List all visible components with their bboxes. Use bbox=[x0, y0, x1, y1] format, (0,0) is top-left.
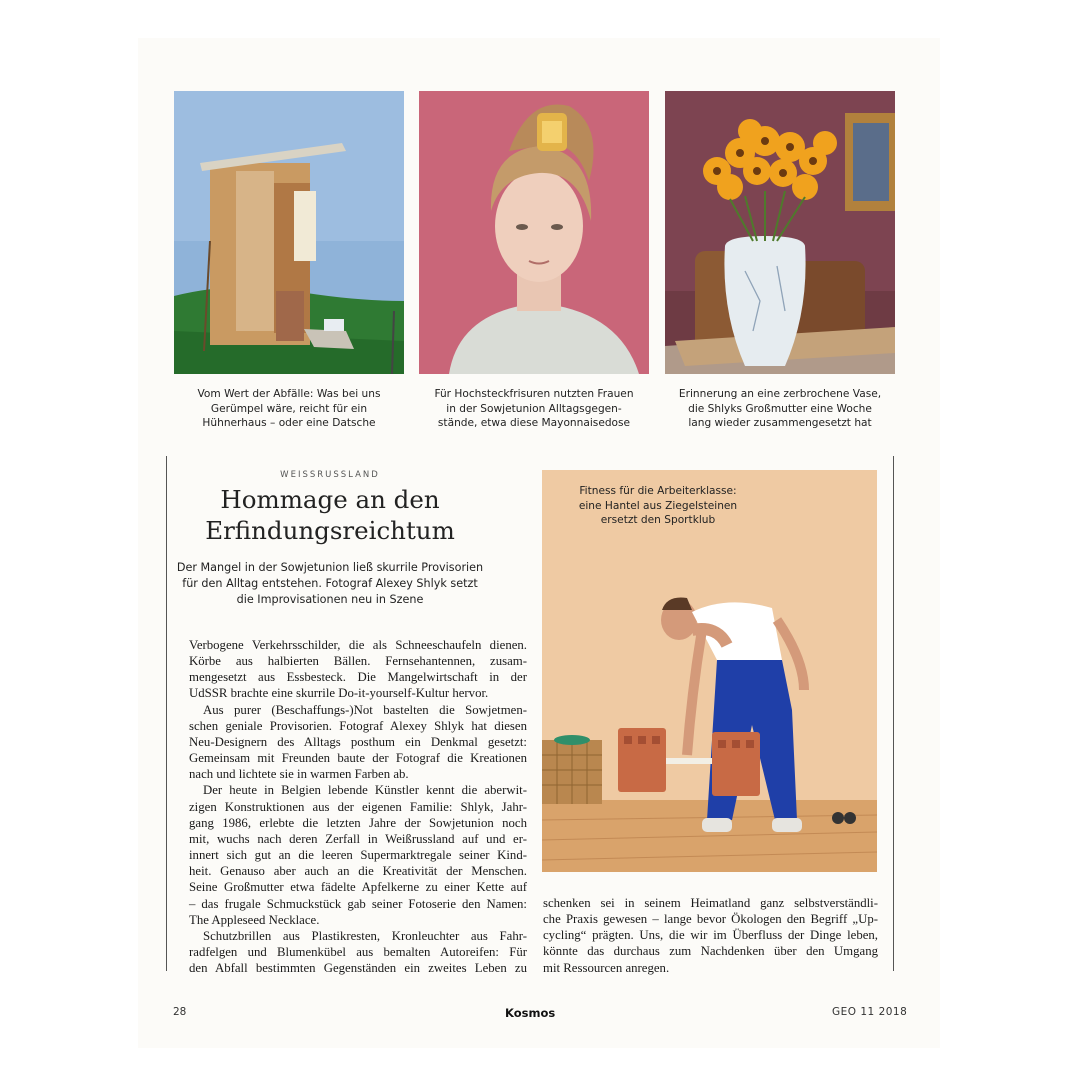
photo-repaired-vase bbox=[665, 91, 895, 374]
caption-hairdo: Für Hochsteckfrisuren nutzten Frauen in der Sowjetunion Alltagsgegen- stände, etwa diese Mayonnaisedose bbox=[434, 388, 634, 429]
article-column-2: schenken sei in seinem Heimatland ganz selbstverständli- che Praxis gewesen – lange bevor Ökologen den Begriff „Up- cycling“ prägten. Uns, die wir im Überfluss der Dinge leben, könnte das durchaus zum Nachdenken über den Umgang mit Ressourcen anregen. bbox=[543, 896, 878, 975]
right-column-rule bbox=[893, 456, 894, 971]
page-number: 28 bbox=[173, 1006, 187, 1018]
caption-dumbbell: Fitness für die Arbeiterklasse: eine Hantel aus Ziegelsteinen ersetzt den Sportklub bbox=[578, 485, 738, 526]
section-name: Kosmos bbox=[505, 1006, 556, 1020]
issue-info: GEO 11 2018 bbox=[832, 1006, 908, 1018]
article-headline: Hommage an den Erfindungsreichtum bbox=[205, 485, 455, 545]
photo-brick-dumbbell bbox=[542, 470, 877, 872]
left-column-rule bbox=[166, 456, 167, 971]
article-column-1: Verbogene Verkehrsschilder, die als Schneeschaufeln dienen. Körbe aus halbierten Bällen. Fernsehantennen, zusam- mengesetzt aus Essbesteck. Die Mangelwirtschaft in der UdSSR brachte eine skurrile Do-it-yourself-Kultur hervor. Aus purer (Beschaffungs-)Not bastelten die Sowjetmen- schen geniale Provisorien. Fotograf Alexey Shlyk hat diesen Neu-Designern des Alltags posthum ein Denkmal gesetzt: Gemeinsam mit Freunden baute der Fotograf die Kreationen nach und lichtete sie in warmen Farben ab. Der heute in Belgien lebende Künstler kennt die aberwit- zigen Konstruktionen aus der eigenen Familie: Shlyk, Jahr- gang 1986, erlebte die letzten Jahre der Sowjetunion noch mit, wuchs nach deren Zerfall in Weißrussland auf und er- innert sich gut an die leeren Supermarktregale seiner Kind- heit. Genauso aber auch an die Kreativität der Menschen. Seine Großmutter etwa fädelte Apfelkerne zu einer Kette auf – das frugale Schmuckstück gab seiner Fotoserie den Namen: The Appleseed Necklace. Schutzbrillen aus Plastikresten, Kronleuchter aus Fahr- radfelgen und Blumenkübel aus bemalten Autoreifen: Für den Abfall bestimmten Gegenständen ein zweites Leben zu bbox=[189, 638, 527, 976]
photo-hairdo-woman bbox=[419, 91, 649, 374]
kicker: WEISSRUSSLAND bbox=[280, 470, 380, 480]
caption-hen-house: Vom Wert der Abfälle: Was bei uns Gerümpel wäre, reicht für ein Hühnerhaus – oder eine Datsche bbox=[197, 388, 381, 429]
article-lead: Der Mangel in der Sowjetunion ließ skurrile Provisorien für den Alltag entstehen. Fotograf Alexey Shlyk setzt die Improvisationen neu in Szene bbox=[176, 561, 484, 606]
photo-hen-house bbox=[174, 91, 404, 374]
caption-vase: Erinnerung an eine zerbrochene Vase, die Shlyks Großmutter eine Woche lang wieder zusammengesetzt hat bbox=[678, 388, 882, 429]
